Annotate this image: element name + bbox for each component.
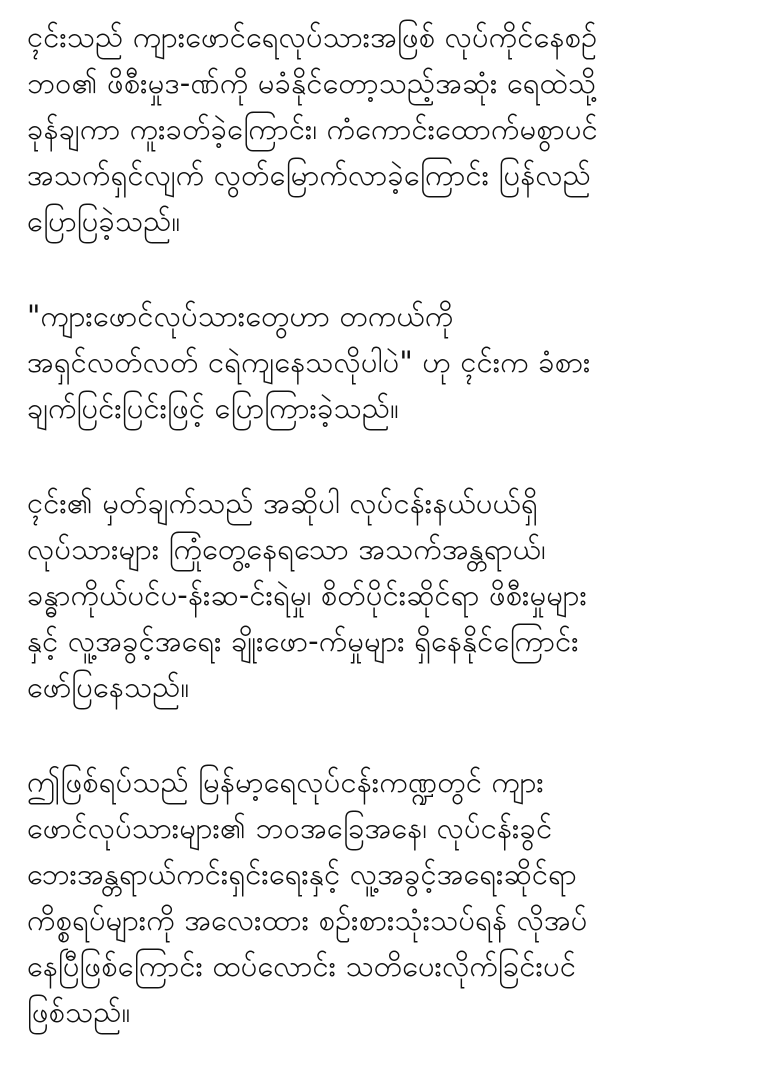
paragraph-3 [27,480,749,710]
text-line: ဖောင်လုပ်သားများ၏ ဘဝအခြေအနေ၊ လုပ်ငန်းခွင် [27,811,553,845]
text-line: အသက်ရှင်လျက် လွတ်မြောက်လာခဲ့ကြောင်း ပြန်လည် [27,158,592,192]
text-line: ဘေးအန္တရာယ်ကင်းရှင်းရေးနှင့် လူ့အခွင့်အရေးဆိုင်ရာ [27,857,577,891]
text-line: လုပ်သားများ ကြုံတွေ့နေရသော အသက်အန္တရာယ်၊ [27,532,546,566]
text-line: နှင့် လူ့အခွင့်အရေး ချိုးဖော-က်မှုများ ရှိနေနိုင်ကြောင်း [27,624,579,658]
text-line: "ကျားဖောင်လုပ်သားတွေဟာ တကယ်ကို [27,299,454,333]
text-line: ဘဝ၏ ဖိစီးမှုဒ-ဏ်ကို မခံနိုင်တော့သည့်အဆုံး ရေထဲသို့ [27,66,597,100]
text-line: ခန္ဓာကိုယ်ပင်ပ-န်းဆ-င်းရဲမှု၊ စိတ်ပိုင်းဆိုင်ရာ ဖိစီးမှုများ [27,578,588,612]
text-line: ခုန်ချကာ ကူးခတ်ခဲ့ကြောင်း၊ ကံကောင်းထောက်မစွာပင် [27,112,598,146]
text-line: အရှင်လတ်လတ် ငရဲကျနေသလိုပါပဲ" ဟု ၚင်းက ခံစား [27,345,591,379]
text-line: နေပြီဖြစ်ကြောင်း ထပ်လောင်း သတိပေးလိုက်ခြင်းပင် [27,949,577,983]
text-line: ကိစ္စရပ်များကို အလေးထား စဉ်းစားသုံးသပ်ရန် လိုအပ် [27,903,588,937]
paragraph-1 [27,14,749,244]
text-line: ဖြစ်သည်။ [27,995,131,1029]
article-body [27,14,749,1084]
text-line: ပြောပြခဲ့သည်။ [27,204,181,238]
text-line: ဖော်ပြနေသည်။ [27,670,190,704]
paragraph-2 [27,293,749,431]
text-line: ၚင်း၏ မှတ်ချက်သည် အဆိုပါ လုပ်ငန်းနယ်ပယ်ရှိ [27,486,538,520]
paragraph-4 [27,759,749,1035]
text-line: ချက်ပြင်းပြင်းဖြင့် ပြောကြားခဲ့သည်။ [27,391,400,425]
text-line: ဤဖြစ်ရပ်သည် မြန်မာ့ရေလုပ်ငန်းကဏ္ဍတွင် ကျား [27,765,544,799]
text-line: ၚင်းသည် ကျားဖောင်ရေလုပ်သားအဖြစ် လုပ်ကိုင်နေစဉ် [27,20,598,54]
